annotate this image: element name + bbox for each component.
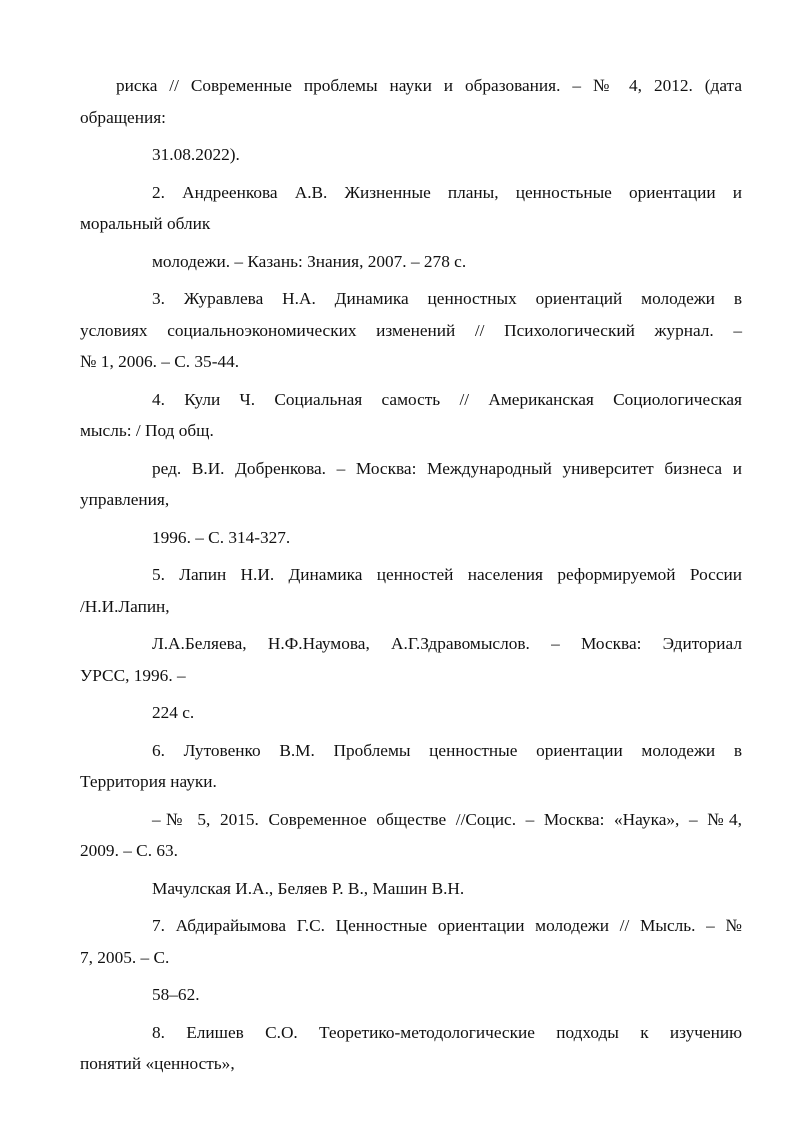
reference-4 [80, 384, 742, 447]
text-line: риска // Современные проблемы науки и образования. – № 4, 2012. (дата [116, 76, 742, 95]
paragraph-16 [116, 979, 742, 1011]
paragraph-11 [116, 697, 742, 729]
text-line: 1996. – С. 314-327. [152, 527, 291, 547]
text-line: 5. Лапин Н.И. Динамика ценностей населения реформируемой России [152, 565, 742, 584]
text-line: управления, [80, 490, 170, 509]
paragraph-10 [80, 628, 742, 691]
text-line: ред. В.И. Добренкова. – Москва: Международный университет бизнеса и [152, 458, 742, 478]
paragraph-13 [80, 804, 742, 867]
text-line: условиях социальноэкономических изменений // Психологический журнал. – [80, 320, 742, 340]
reference-3 [80, 283, 742, 378]
text-line: обращения: [80, 107, 166, 127]
text-line: Территория науки. [80, 772, 217, 791]
text-line: моральный облик [80, 214, 211, 233]
text-line: мысль: / Под общ. [80, 421, 214, 440]
text-line: 7. Абдирайымова Г.С. Ценностные ориентации молодежи // Мысль. – № [152, 916, 742, 935]
text-line: Мачулская И.А., Беляев Р. В., Машин В.Н. [152, 878, 465, 898]
text-line: 3. Журавлева Н.А. Динамика ценностных ориентаций молодежи в [152, 289, 742, 308]
reference-7 [80, 910, 742, 973]
text-line: /Н.И.Лапин, [80, 596, 170, 616]
text-line: 6. Лутовенко В.М. Проблемы ценностные ориентации молодежи в [152, 740, 742, 760]
text-line: Л.А.Беляева, Н.Ф.Наумова, А.Г.Здравомыслов. – Москва: Эдиториал [152, 634, 742, 653]
text-line: молодежи. – Казань: Знания, 2007. – 278 с. [152, 251, 467, 271]
paragraph-1 [80, 70, 742, 133]
paragraph-2 [116, 139, 742, 171]
text-line: № 1, 2006. – С. 35-44. [80, 352, 240, 371]
text-line: 2009. – С. 63. [80, 841, 178, 860]
text-line: понятий «ценность», [80, 1054, 235, 1073]
text-line: 2. Андреенкова А.В. Жизненные планы, ценностьные ориентации и [152, 182, 742, 202]
text-line: УРСС, 1996. – [80, 665, 186, 685]
paragraph-4 [116, 246, 742, 278]
text-line: 7, 2005. – С. [80, 947, 170, 967]
paragraph-8 [116, 522, 742, 554]
document-page [80, 70, 742, 1086]
reference-6 [80, 735, 742, 798]
text-line: 8. Елишев С.О. Теоретико-методологические подходы к изучению [152, 1022, 742, 1042]
reference-5 [80, 559, 742, 622]
text-line: 224 с. [152, 703, 195, 722]
text-line: 58–62. [152, 985, 200, 1004]
text-line: –№ 5, 2015. Современное обществе //Социс. – Москва: «Наука», – №4, [152, 809, 742, 829]
paragraph-7 [80, 453, 742, 516]
text-line: 4. Кули Ч. Социальная самость // Американская Социологическая [152, 389, 742, 409]
paragraph-14 [116, 873, 742, 905]
reference-2 [80, 177, 742, 240]
reference-8 [80, 1017, 742, 1080]
text-line: 31.08.2022). [152, 145, 240, 164]
